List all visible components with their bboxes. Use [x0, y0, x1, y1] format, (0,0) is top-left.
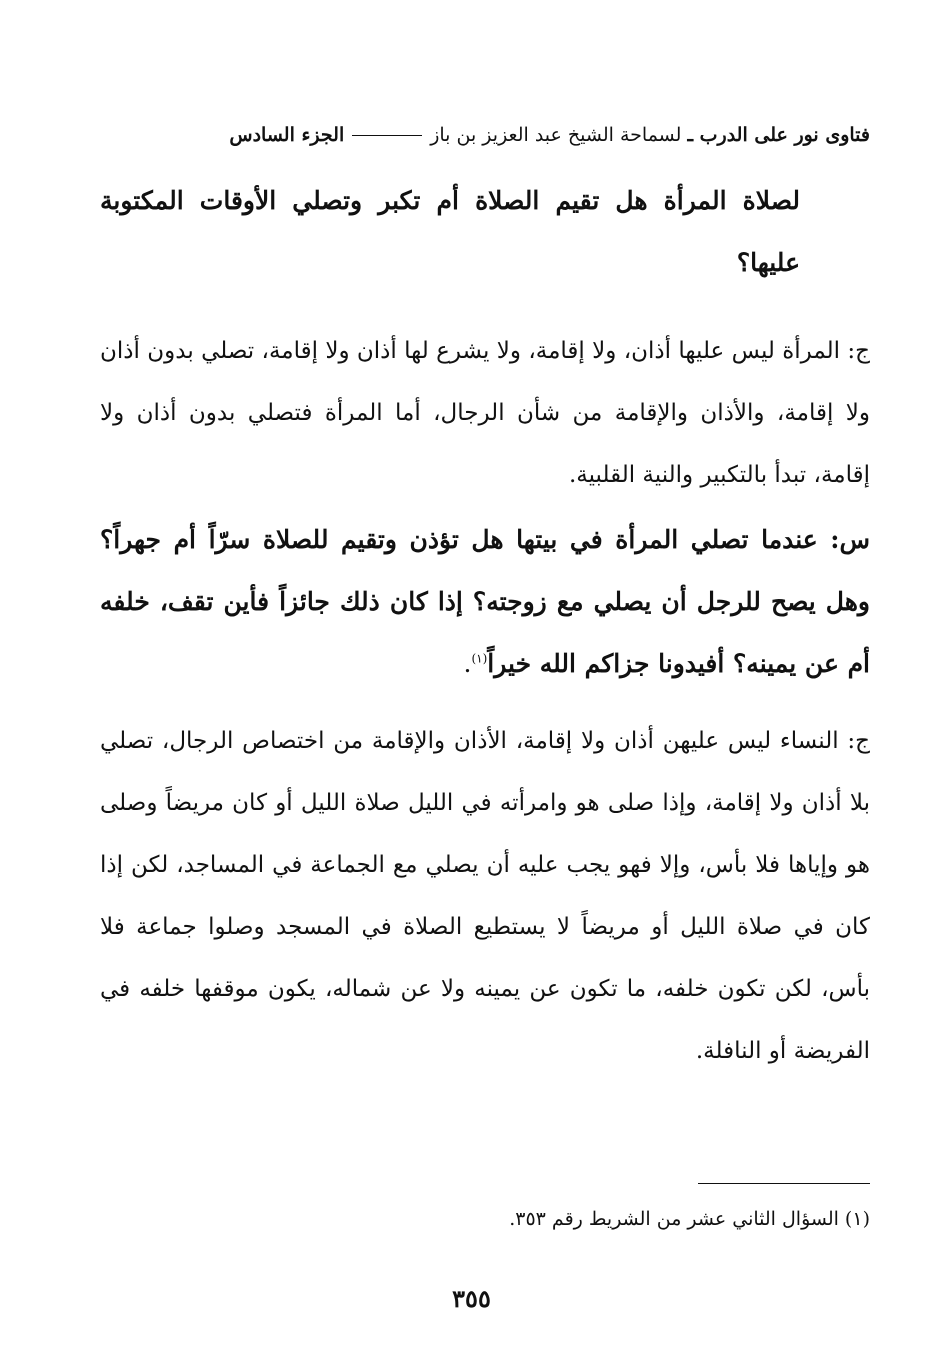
footnote: (١) السؤال الثاني عشر من الشريط رقم ٣٥٣.	[509, 1208, 870, 1230]
header-dash	[352, 135, 422, 136]
book-title: فتاوى نور على الدرب ـ	[687, 124, 870, 146]
part-label: الجزء السادس	[229, 124, 345, 146]
question-2-end: .	[463, 649, 472, 678]
question-2-text: س: عندما تصلي المرأة في بيتها هل تؤذن وتقيم للصلاة سرّاً أم جهراً؟ وهل يصح للرجل أن يصلي مع زوجته؟ إذا كان ذلك جائزاً فأين تقف، خلفه أم عن يمينه؟ أفيدونا جزاكم الله خيراً	[100, 525, 870, 678]
author-name: لسماحة الشيخ عبد العزيز بن باز	[430, 124, 682, 146]
question-2	[100, 509, 870, 695]
footnote-ref[interactable]: (١)	[471, 651, 488, 666]
answer-2: ج: النساء ليس عليهن أذان ولا إقامة، الأذان والإقامة من اختصاص الرجال، تصلي بلا أذان ولا إقامة، وإذا صلى هو وامرأته في الليل صلاة الليل أو كان مريضاً وصلى هو وإياها فلا بأس، وإلا فهو يجب عليه أن يصلي مع الجماعة في المساجد، لكن إذا كان في صلاة الليل أو مريضاً لا يستطيع الصلاة في المسجد وصلوا جماعة فلا بأس، لكن تكون خلفه، ما تكون عن يمينه ولا عن شماله، يكون موقفها خلفه في الفريضة أو النافلة.	[100, 728, 870, 1064]
running-header	[108, 118, 870, 152]
footnote-separator	[698, 1183, 870, 1184]
page-number: ٣٥٥	[452, 1284, 491, 1313]
question-continuation: لصلاة المرأة هل تقيم الصلاة أم تكبر وتصلي الأوقات المكتوبة عليها؟	[100, 186, 800, 277]
answer-1: ج: المرأة ليس عليها أذان، ولا إقامة، ولا يشرع لها أذان ولا إقامة، تصلي بدون أذان ولا إقامة، والأذان والإقامة من شأن الرجال، أما المرأة فتصلي بدون أذان ولا إقامة، تبدأ بالتكبير والنية القلبية.	[100, 338, 870, 488]
